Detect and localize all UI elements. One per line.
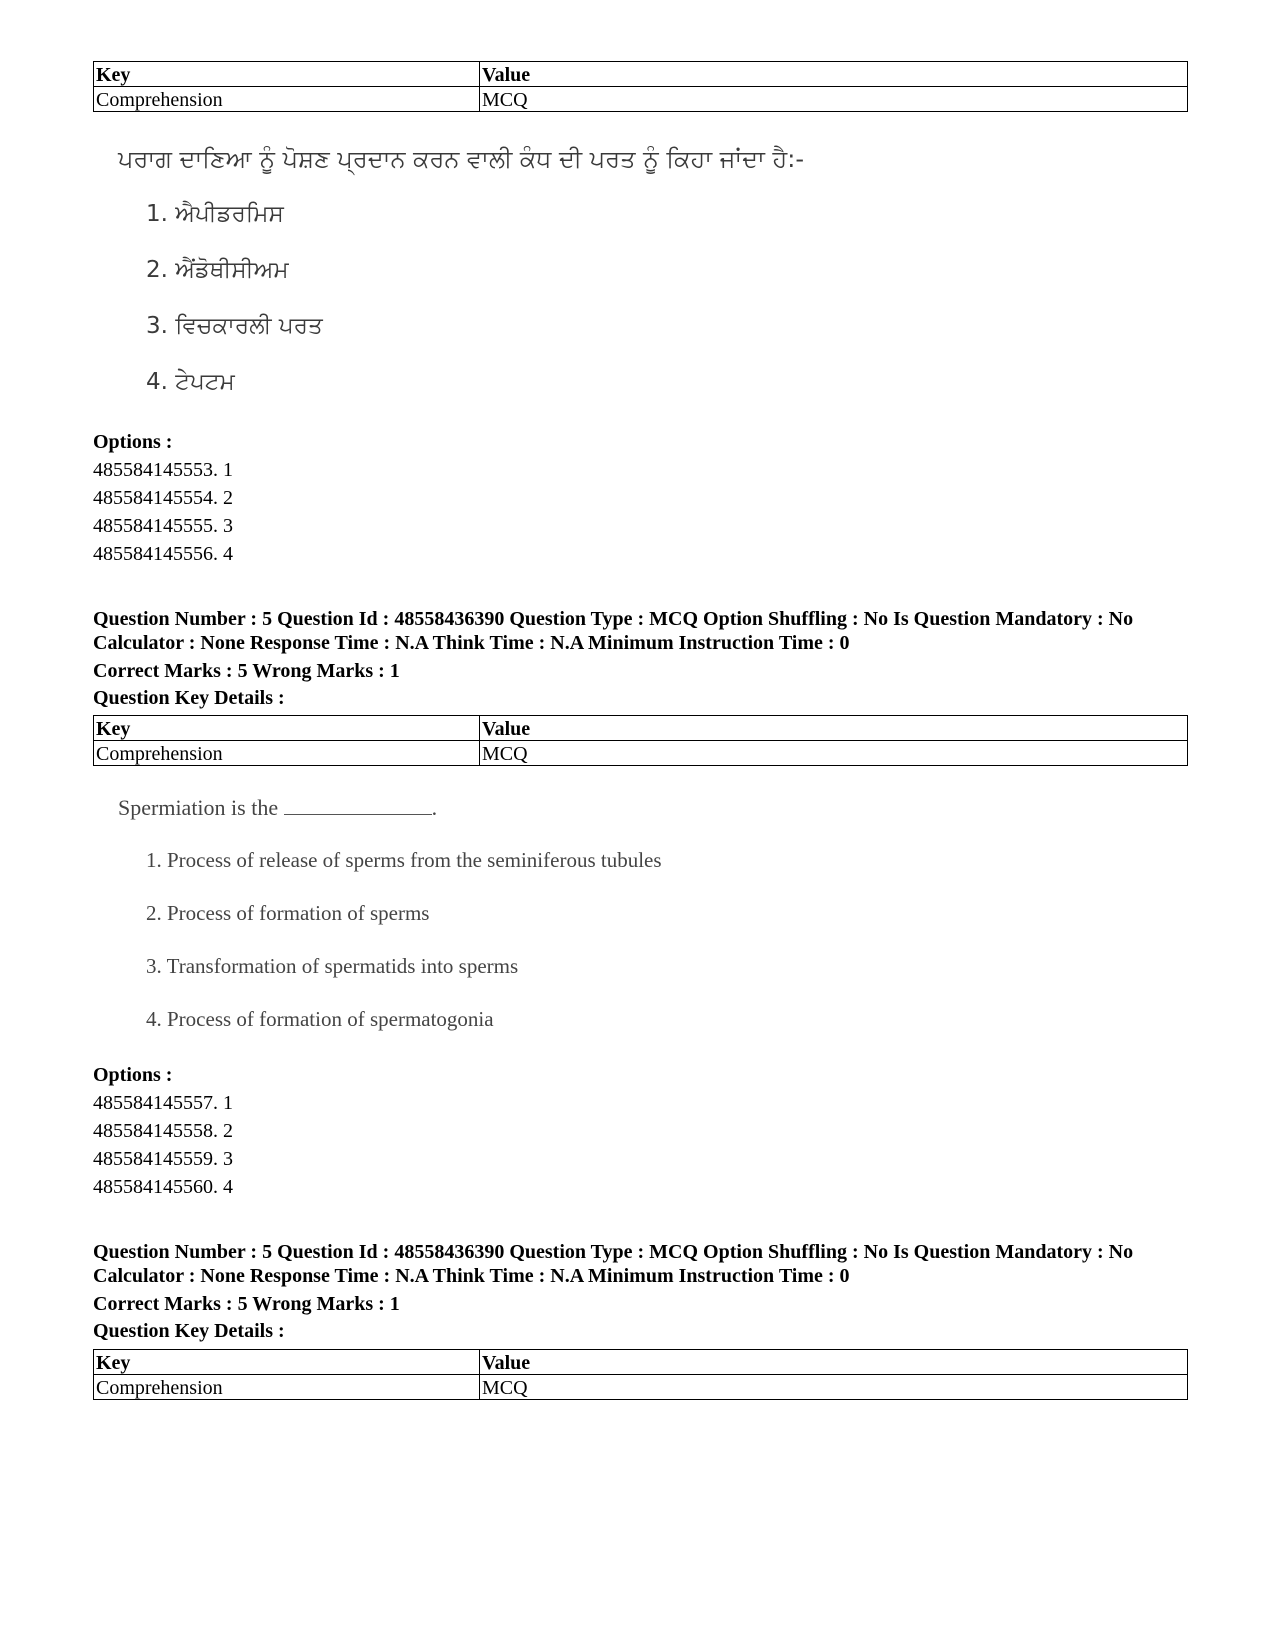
question-choice: 3. Transformation of spermatids into sperms xyxy=(146,954,519,978)
answer-blank xyxy=(284,796,432,815)
question-key-details-label: Question Key Details : xyxy=(93,687,285,709)
option-item: 485584145560. 4 xyxy=(93,1176,233,1198)
question-stem xyxy=(118,795,437,821)
key-cell: Comprehension xyxy=(94,1375,480,1400)
value-cell: MCQ xyxy=(480,741,1188,766)
value-header: Value xyxy=(480,716,1188,741)
option-item: 485584145559. 3 xyxy=(93,1148,233,1170)
question-marks: Correct Marks : 5 Wrong Marks : 1 xyxy=(93,660,400,682)
question-marks: Correct Marks : 5 Wrong Marks : 1 xyxy=(93,1293,400,1315)
question-meta-line: Question Number : 5 Question Id : 48558436390 Question Type : MCQ Option Shuffling : No Is Question Mandatory : No xyxy=(93,608,1134,630)
question-stem-text: Spermiation is the xyxy=(118,795,279,820)
value-cell: MCQ xyxy=(480,87,1188,112)
options-label: Options : xyxy=(93,1064,173,1086)
question-stem-end: . xyxy=(431,795,438,820)
key-header: Key xyxy=(94,716,480,741)
question-image-punjabi xyxy=(118,145,805,395)
table-header-row xyxy=(94,716,1188,741)
question-choice: 2. Process of formation of sperms xyxy=(146,901,430,925)
question-meta-line: Calculator : None Response Time : N.A Think Time : N.A Minimum Instruction Time : 0 xyxy=(93,632,850,654)
question-choice: 2. ਐਂਡੋਥੀਸੀਅਮ xyxy=(146,257,289,283)
key-header: Key xyxy=(94,1350,480,1375)
table-row xyxy=(94,87,1188,112)
value-cell: MCQ xyxy=(480,1375,1188,1400)
question-key-table xyxy=(93,1349,1188,1400)
question-choice: 1. Process of release of sperms from the seminiferous tubules xyxy=(146,848,662,872)
question-stem: ਪਰਾਗ ਦਾਣਿਆ ਨੂੰ ਪੋਸ਼ਣ ਪ੍ਰਦਾਨ ਕਰਨ ਵਾਲੀ ਕੰਧ ਦੀ ਪਰਤ ਨੂੰ ਕਿਹਾ ਜਾਂਦਾ ਹੈ:- xyxy=(118,145,805,173)
option-item: 485584145554. 2 xyxy=(93,487,233,509)
question-image-english xyxy=(118,795,662,1031)
question-key-table xyxy=(93,61,1188,112)
options-label: Options : xyxy=(93,431,173,453)
table-header-row xyxy=(94,1350,1188,1375)
table-row xyxy=(94,741,1188,766)
question-key-table xyxy=(93,715,1188,766)
option-item: 485584145557. 1 xyxy=(93,1092,233,1114)
option-item: 485584145553. 1 xyxy=(93,459,233,481)
question-meta-line: Calculator : None Response Time : N.A Think Time : N.A Minimum Instruction Time : 0 xyxy=(93,1265,850,1287)
question-choice: 1. ਐਪੀਡਰਮਿਸ xyxy=(146,201,284,227)
key-cell: Comprehension xyxy=(94,87,480,112)
question-choice: 3. ਵਿਚਕਾਰਲੀ ਪਰਤ xyxy=(146,313,323,339)
option-item: 485584145556. 4 xyxy=(93,543,233,565)
question-choice: 4. ਟੇਪਟਮ xyxy=(146,369,235,395)
value-header: Value xyxy=(480,1350,1188,1375)
table-row xyxy=(94,1375,1188,1400)
option-item: 485584145558. 2 xyxy=(93,1120,233,1142)
question-choice: 4. Process of formation of spermatogonia xyxy=(146,1007,494,1031)
table-header-row xyxy=(94,62,1188,87)
key-cell: Comprehension xyxy=(94,741,480,766)
option-item: 485584145555. 3 xyxy=(93,515,233,537)
value-header: Value xyxy=(480,62,1188,87)
question-key-details-label: Question Key Details : xyxy=(93,1320,285,1342)
key-header: Key xyxy=(94,62,480,87)
question-meta-line: Question Number : 5 Question Id : 48558436390 Question Type : MCQ Option Shuffling : No Is Question Mandatory : No xyxy=(93,1241,1134,1263)
